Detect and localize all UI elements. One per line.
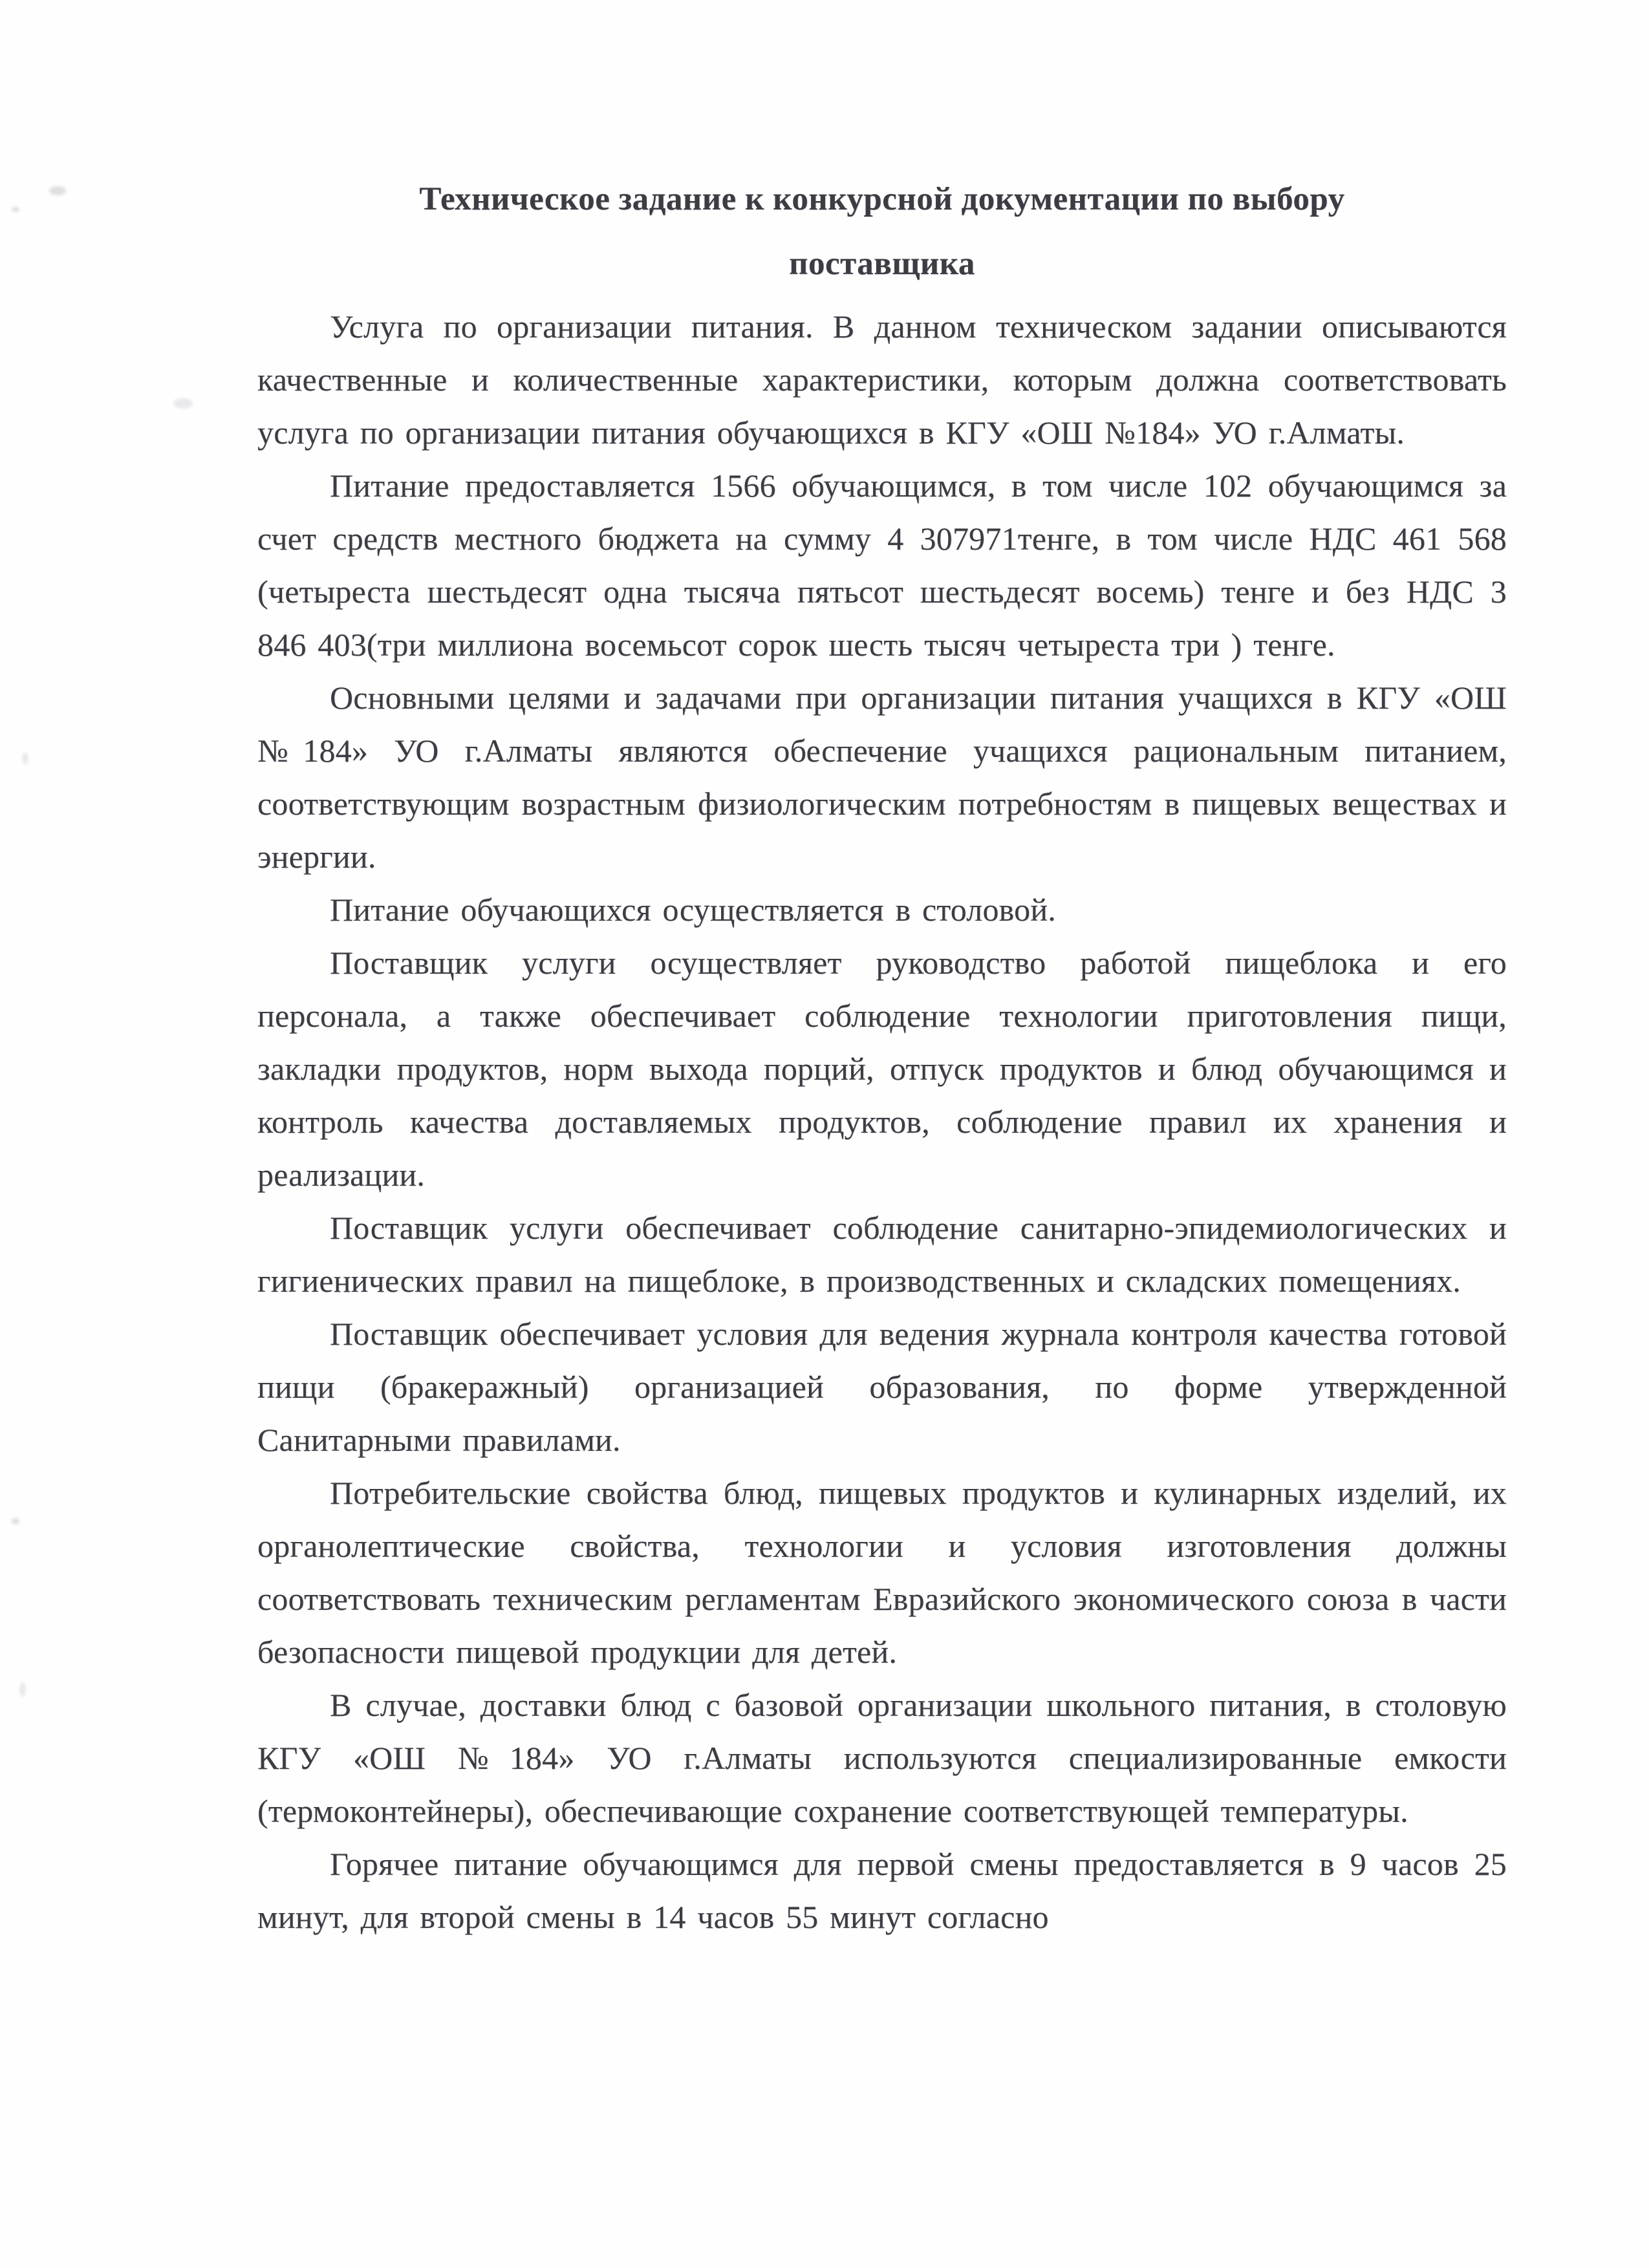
paragraph-consumer-properties: Потребительские свойства блюд, пищевых продуктов и кулинарных изделий, их органолептические свойства, технологии и условия изготовления должны соответствовать техническим регламентам Евразийского экономического союза в части безопасности пищевой продукции для детей. bbox=[257, 1475, 1507, 1670]
paragraph-intro: Услуга по организации питания. В данном техническом задании описываются качественные и количественные характеристики, которым должна соответствовать услуга по организации питания обучающихся в КГУ «ОШ №184» УО г.Алматы. bbox=[257, 308, 1507, 451]
scan-speck bbox=[12, 1518, 19, 1524]
document-title: Техническое задание к конкурсной документации по выбору поставщика bbox=[419, 181, 1345, 282]
paragraph-meal-schedule: Горячее питание обучающимся для первой смены предоставляется в 9 часов 25 минут, для второй смены в 14 часов 55 минут согласно bbox=[257, 1846, 1507, 1935]
paragraph-canteen: Питание обучающихся осуществляется в столовой. bbox=[330, 892, 1056, 928]
scan-speck bbox=[12, 207, 19, 212]
paragraph-sanitary-rules: Поставщик услуги обеспечивает соблюдение санитарно-эпидемиологических и гигиенических правил на пищеблоке, в производственных и складских помещениях. bbox=[257, 1210, 1507, 1299]
paragraph-thermal-containers: В случае, доставки блюд с базовой организации школьного питания, в столовую КГУ «ОШ №184» УО г.Алматы используются специализированные емкости (термоконтейнеры), обеспечивающие сохранение соответствующей температуры. bbox=[257, 1687, 1507, 1829]
scan-speck bbox=[22, 753, 28, 764]
scan-speck bbox=[19, 1682, 26, 1696]
paragraph-quality-journal: Поставщик обеспечивает условия для ведения журнала контроля качества готовой пищи (бракеражный) организацией образования, по форме утвержденной Санитарными правилами. bbox=[257, 1316, 1507, 1458]
paragraph-supplier-duties: Поставщик услуги осуществляет руководство работой пищеблока и его персонала, а также обеспечивает соблюдение технологии приготовления пищи, закладки продуктов, норм выхода порций, отпуск продуктов и блюд обучающимся и контроль качества доставляемых продуктов, соблюдение правил их хранения и реализации. bbox=[257, 945, 1507, 1193]
scan-speck bbox=[173, 398, 193, 409]
paragraph-funding: Питание предоставляется 1566 обучающимся, в том числе 102 обучающимся за счет средств местного бюджета на сумму 4 307971тенге, в том числе НДС 461 568 (четыреста шестьдесят одна тысяча пятьсот шестьдесят восемь) тенге и без НДС 3 846 403(три миллиона восемьсот сорок шесть тысяч четыреста три ) тенге. bbox=[257, 467, 1507, 663]
scan-speck bbox=[49, 186, 66, 195]
paragraph-goals: Основными целями и задачами при организации питания учащихся в КГУ «ОШ №184» УО г.Алматы являются обеспечение учащихся рациональным питанием, соответствующим возрастным физиологическим потребностям в пищевых веществах и энергии. bbox=[257, 679, 1507, 875]
